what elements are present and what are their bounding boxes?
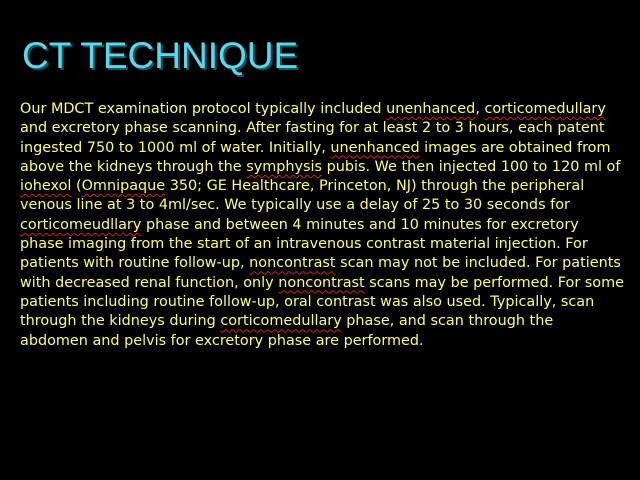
body-paragraph xyxy=(20,100,624,351)
spellcheck-flagged-word: unenhanced xyxy=(386,101,476,117)
spellcheck-flagged-word: Omnipaque xyxy=(81,178,166,195)
spellcheck-flagged-word: noncontrast xyxy=(249,255,336,272)
body-text-segment: phase, and scan through the abdomen and pelvis for excretory phase are performed. xyxy=(20,313,554,349)
spellcheck-flagged-word: symphysis xyxy=(246,158,323,175)
spellcheck-flagged-word: iohexol xyxy=(20,178,72,195)
body-text-segment: Our MDCT examination protocol typically included xyxy=(20,101,387,117)
body-text-segment: pubis. We then injected 100 to 120 ml of xyxy=(322,158,621,175)
body-text-segment: 350; GE Healthcare, Princeton, NJ) through the peripheral venous line at 3 to 4ml/sec. We typically use a delay of 25 to 30 seconds for xyxy=(20,178,585,214)
body-text-segment: ( xyxy=(71,178,82,195)
spellcheck-flagged-word: unenhanced xyxy=(330,139,420,156)
spellcheck-flagged-word: noncontrast xyxy=(278,274,365,291)
spellcheck-flagged-word: corticomeudllary xyxy=(20,216,142,233)
body-text-segment: images are obtained from above the kidneys through the xyxy=(20,139,611,175)
body-text-segment: scans may be performed. For some patients including routine follow-up, oral contrast was also used. Typically, scan through the kidneys during xyxy=(20,274,624,330)
spellcheck-flagged-word: corticomedullary xyxy=(220,313,342,330)
body-text-segment: phase and between 4 minutes and 10 minutes for excretory phase imaging from the start of an intravenous contrast material injection. For patients with routine follow-up, xyxy=(20,216,588,272)
slide-title: CT TECHNIQUE xyxy=(22,35,299,76)
body-text-segment: , xyxy=(475,101,485,117)
body-text-segment: scan may not be included. For patients with decreased renal function, only xyxy=(20,255,621,291)
body-text-segment: and excretory phase scanning. After fasting for at least 2 to 3 hours, each patent ingested 750 to 1000 ml of water. Initially, xyxy=(20,120,605,156)
spellcheck-flagged-word: corticomedullary xyxy=(484,101,606,117)
